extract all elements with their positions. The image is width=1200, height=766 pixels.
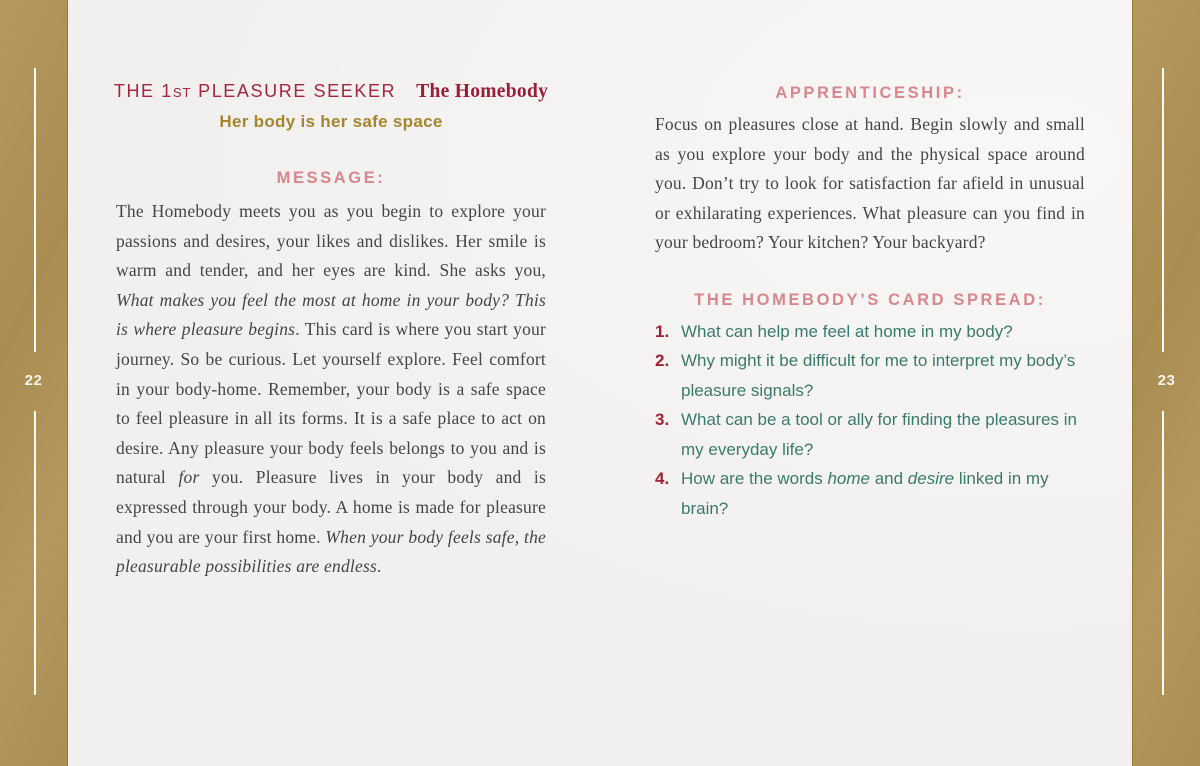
card-spread-item-question: What can be a tool or ally for finding the pleasures in my everyday life? — [681, 410, 1077, 459]
apprenticeship-section-label: APPRENTICESHIP: — [775, 84, 965, 102]
right-edge-rule-top — [1162, 68, 1164, 352]
card-spread-section-label: THE HOMEBODY’S CARD SPREAD: — [694, 290, 1046, 309]
card-spread-item-question: Why might it be difficult for me to interpret my body’s pleasure signals? — [681, 351, 1076, 400]
card-spread-item-question: How are the words home and desire linked in my brain? — [681, 469, 1049, 518]
right-edge-rule-bottom — [1162, 411, 1164, 695]
left-page-edge-band — [0, 0, 68, 766]
apprenticeship-paragraph: Focus on pleasures close at hand. Begin slowly and small as you explore your body and the physical space around you. Don’t try to look for satisfaction far afield in unusual or exhilarating experiences. What pleasure can you find in your bedroom? Your kitchen? Your backyard? — [655, 114, 1085, 253]
card-spread-item — [655, 346, 1085, 405]
card-spread-item — [655, 405, 1085, 464]
card-spread-list — [655, 317, 1085, 524]
card-spread-item-question: What can help me feel at home in my body? — [681, 321, 1013, 341]
series-title-suffix: PLEASURE SEEKER — [191, 81, 397, 101]
message-section-label: MESSAGE: — [276, 169, 386, 187]
left-edge-rule-bottom — [34, 411, 36, 695]
card-title — [113, 80, 549, 103]
card-spread-item — [655, 464, 1085, 523]
page-number-right: 23 — [1157, 372, 1176, 389]
card-spread-item — [655, 317, 1085, 347]
right-page-column — [655, 84, 1085, 523]
left-page-column — [113, 80, 549, 582]
page-number-left: 22 — [24, 372, 43, 389]
card-spread-item-number: 2. — [655, 351, 670, 371]
series-title-prefix: THE 1 — [113, 81, 173, 101]
card-subtitle: Her body is her safe space — [219, 112, 443, 131]
card-name: The Homebody — [416, 80, 549, 102]
series-title-ordinal: ST — [172, 85, 192, 100]
right-page-edge-band — [1132, 0, 1200, 766]
card-spread-item-number: 4. — [655, 469, 670, 489]
message-paragraph: The Homebody meets you as you begin to explore your passions and desires, your likes and dislikes. Her smile is warm and tender, and her eyes are kind. She asks you, What makes you feel the most at home in your body? This is where pleasure begins. This card is where you start your journey. So be curious. Let yourself explore. Feel comfort in your body-home. Remember, your body is a safe space to feel pleasure in all its forms. It is a safe place to act on desire. Any pleasure your body feels belongs to you and is natural for you. Pleasure lives in your body and is expressed through your body. A home is made for pleasure and you are your first home. When your body feels safe, the pleasurable possibilities are endless. — [116, 201, 547, 577]
card-spread-item-number: 3. — [655, 410, 670, 430]
left-edge-rule-top — [34, 68, 36, 352]
card-spread-item-number: 1. — [655, 321, 670, 341]
series-title — [114, 81, 396, 102]
